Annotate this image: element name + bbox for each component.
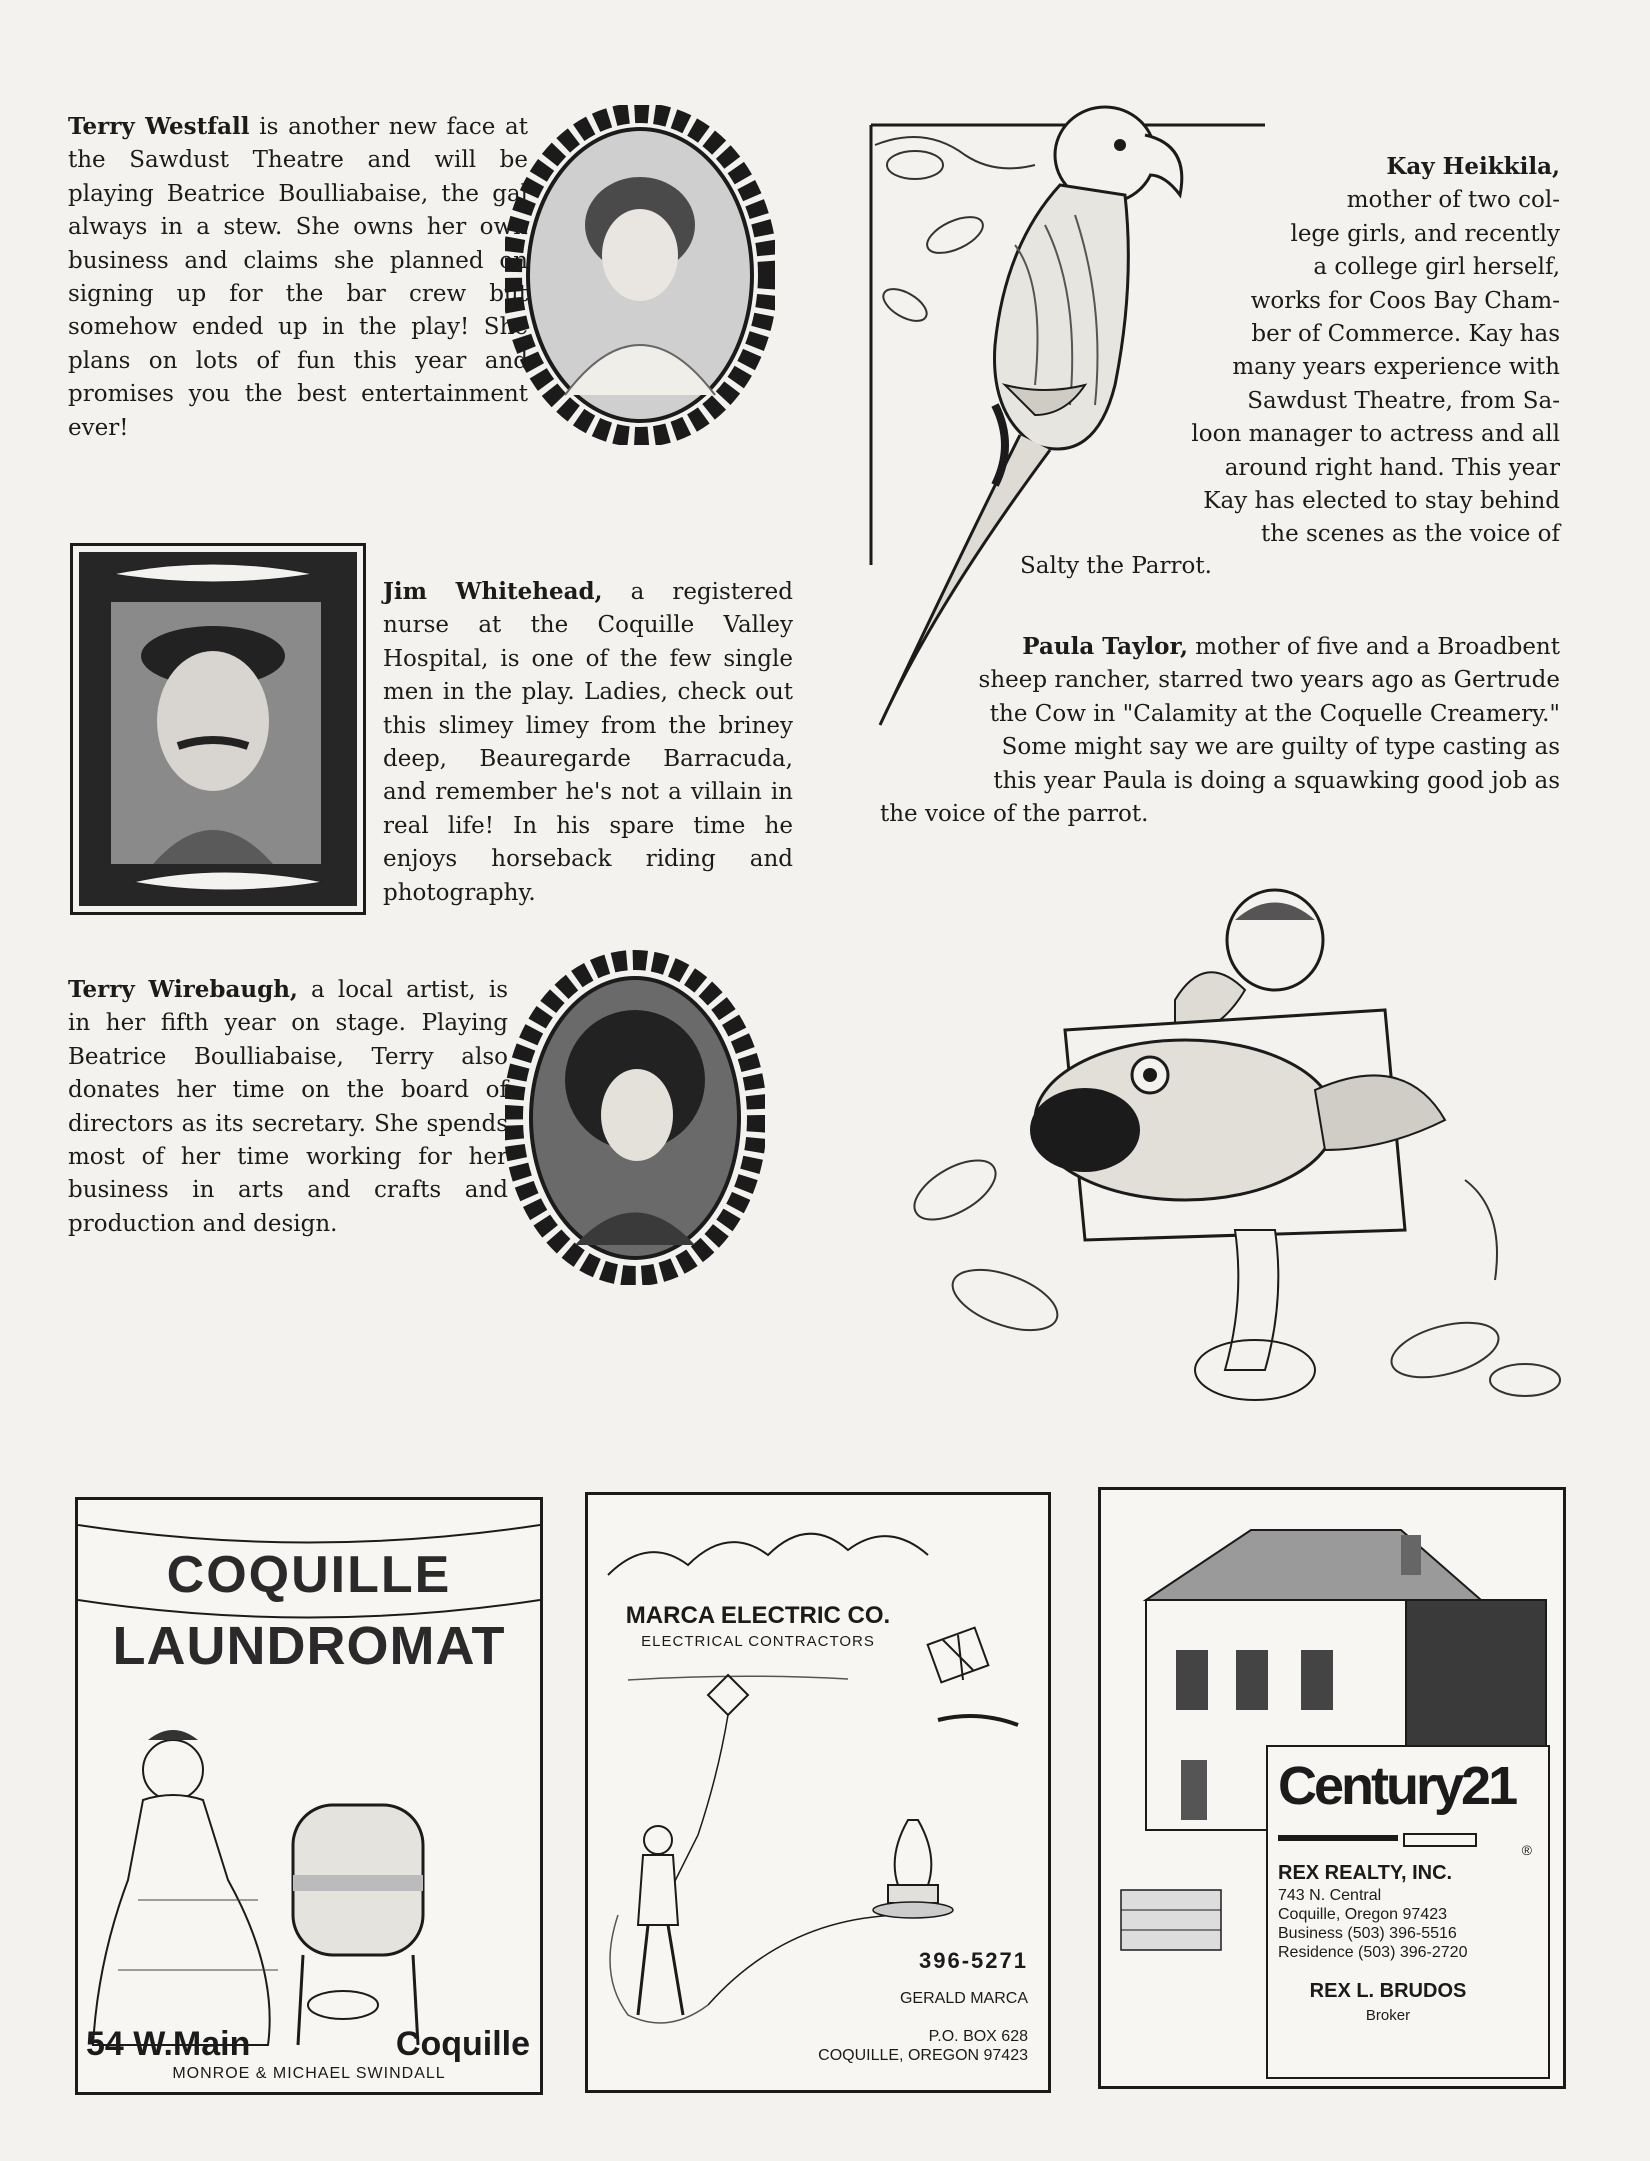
century21-card [1266,1745,1550,2079]
laundromat-title-top: COQUILLE [166,1546,452,1604]
bio-terry-wirebaugh [68,973,508,1241]
ornate-frame-icon [505,105,775,445]
marca-phone: 396-5271 [919,1948,1028,1973]
bio-jim-whitehead [383,575,793,910]
cherub-fish-illustration [885,880,1565,1420]
rex-realty-broker-title: Broker [1365,2007,1411,2024]
whitehead-photo-frame [70,543,366,915]
bio-line: Kay has elected to stay behind [1203,488,1560,515]
laundromat-address: 54 W.Main [86,2025,251,2063]
fish-frame-icon [73,546,363,912]
laundromat-owners: MONROE & MICHAEL SWINDALL [172,2065,446,2082]
ornate-frame-icon [505,950,765,1285]
bio-line: Salty the Parrot. [1020,553,1212,579]
divider [1278,1835,1398,1841]
bio-line: the scenes as the voice of [1261,521,1560,548]
bio-line: mother of five and a Broadbent [1187,634,1560,660]
bio-name: Kay Heikkila, [1386,153,1560,180]
registered-icon: ® [1521,1842,1532,1858]
bio-line: lege girls, and recently [1290,220,1560,247]
bio-line: works for Coos Bay Cham- [1250,287,1560,314]
rex-realty-business-phone: Business (503) 396-5516 [1278,1925,1457,1942]
bio-name: Terry Westfall [68,113,250,140]
bio-kay-heikkila [950,150,1560,552]
cherub-fish-icon [885,880,1565,1420]
bio-line: mother of two col- [1346,187,1560,214]
rex-realty-company: REX REALTY, INC. [1278,1862,1453,1884]
laundromat-city: Coquille [395,2025,530,2063]
marca-name: MARCA ELECTRIC CO. [625,1602,891,1629]
bio-name: Jim Whitehead, [383,578,603,605]
marca-subtitle: ELECTRICAL CONTRACTORS [641,1633,875,1650]
bio-line: around right hand. This year [1224,454,1560,481]
bio-line: the Cow in "Calamity at the Coquelle Creamery." [989,700,1560,727]
bio-name: Paula Taylor, [1022,633,1188,660]
bio-line: sheep rancher, starred two years ago as Gertrude [978,667,1560,694]
bio-line: loon manager to actress and all [1191,421,1560,448]
bio-line: Some might say we are guilty of type casting as [1001,734,1560,761]
rex-realty-address2: Coquille, Oregon 97423 [1278,1906,1448,1923]
rex-realty-residence-phone: Residence (503) 396-2720 [1278,1944,1468,1961]
bio-line: Sawdust Theatre, from Sa- [1247,387,1560,414]
bio-name: Terry Wirebaugh, [68,976,298,1003]
ad-marca-electric [585,1492,1051,2093]
rex-realty-address1: 743 N. Central [1278,1887,1382,1904]
century21-logo-number: 21 [1461,1756,1516,1816]
bio-text: a local artist, is in her fifth year on stage. Playing Beatrice Boulliabaise, Terry also donates her time on the board of directors as its secretary. She spends most of her time working for her business in arts and crafts and production and design. [68,977,508,1237]
bio-line: ber of Commerce. Kay has [1251,321,1560,348]
wirebaugh-photo-frame [505,950,765,1285]
westfall-photo-frame [505,105,775,445]
marca-pobox: P.O. BOX 628 [928,2028,1028,2045]
laundromat-title-bottom: LAUNDROMAT [112,1616,506,1676]
bio-line: a college girl herself, [1313,254,1560,281]
bio-line: the voice of the parrot. [880,801,1149,828]
century21-logo-word: Century [1278,1756,1462,1816]
bio-text: a registered nurse at the Coquille Valley Hospital, is one of the few single men in the play. Ladies, check out this slimey limey from the briney deep, Beauregarde Barracuda, and remember he's not a villain in real life! In his spare time he enjoys horseback riding and photography. [383,579,794,906]
bio-line: many years experience with [1232,354,1560,381]
rex-realty-broker-name: REX L. BRUDOS [1309,1980,1467,2002]
bio-terry-westfall [68,110,528,445]
ad-coquille-laundromat [75,1497,543,2095]
bio-text: is another new face at the Sawdust Theatre and will be playing Beatrice Boulliabaise, the gal always in a stew. She owns her own business and claims she planned on signing up for the bar crew but somehow ended up in the play! She plans on lots of fun this year and promises you the best entertainment ever! [68,114,528,441]
ad-century21-rex-realty [1098,1487,1566,2089]
marca-contact: GERALD MARCA [899,1990,1028,2007]
divider [1403,1833,1477,1847]
marca-citystate: COQUILLE, OREGON 97423 [818,2047,1028,2064]
bio-paula-taylor [880,630,1560,831]
bio-line: this year Paula is doing a squawking good job as [993,767,1560,794]
